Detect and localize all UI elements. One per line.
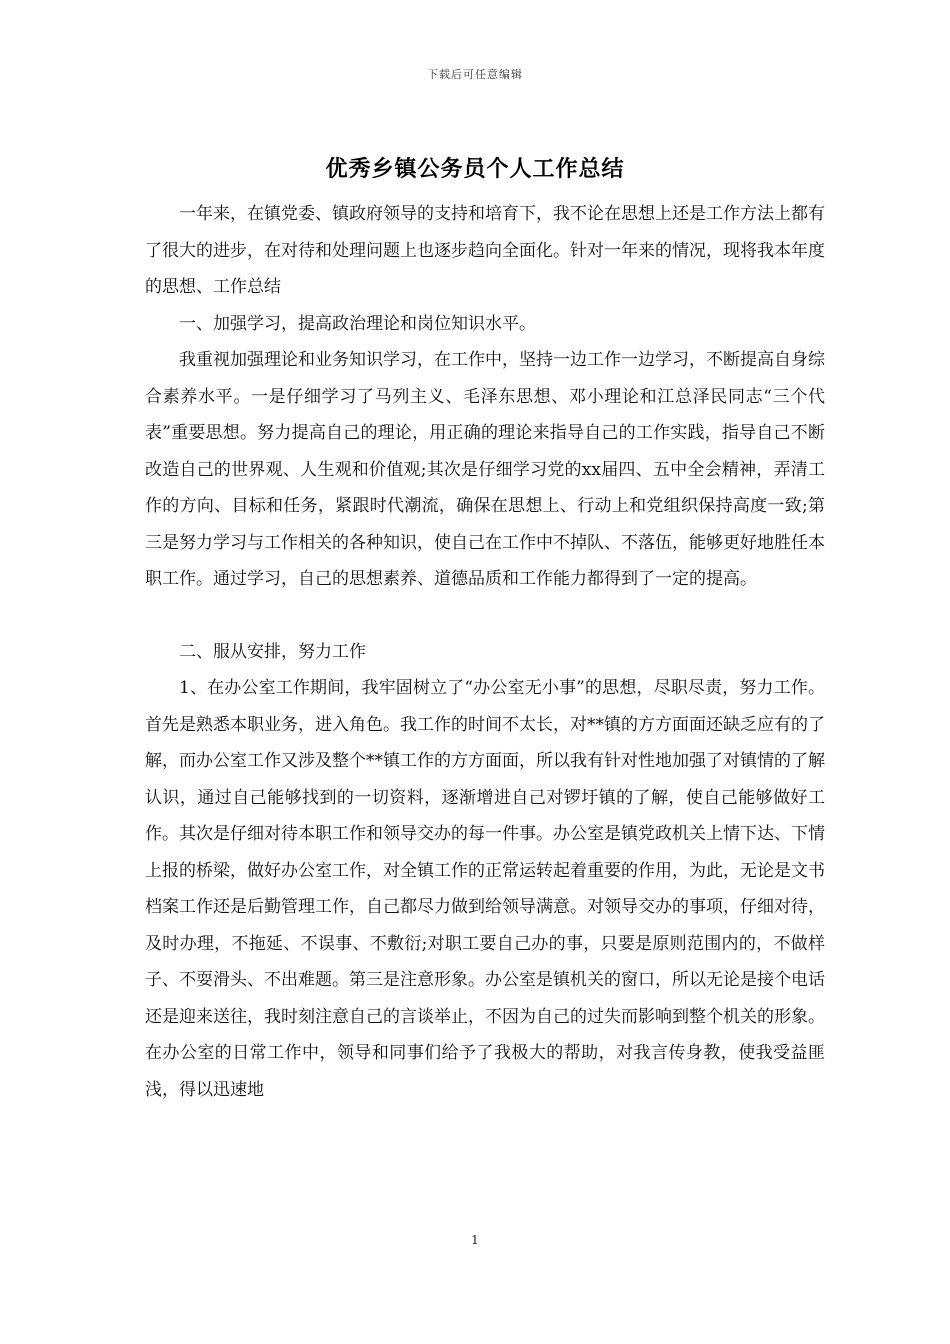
paragraph-study: 我重视加强理论和业务知识学习，在工作中，坚持一边工作一边学习，不断提高自身综合素养水平。一是仔细学习了马列主义、毛泽东思想、邓小理论和江总泽民同志“三个代表”重要思想。努力提高自己的理论，用正确的理论来指导自己的工作实践，指导自己不断改造自己的世界观、人生观和价值观;其次是仔细学习党的xx届四、五中全会精神，弄清工作的方向、目标和任务，紧跟时代潮流，确保在思想上、行动上和党组织保持高度一致;第三是努力学习与工作相关的各种知识，使自己在工作中不掉队、不落伍，能够更好地胜任本职工作。通过学习，自己的思想素养、道德品质和工作能力都得到了一定的提高。 [145, 350, 825, 589]
section-heading-1: 一、加强学习，提高政治理论和岗位知识水平。 [179, 313, 536, 334]
document-title: 优秀乡镇公务员个人工作总结 [325, 157, 625, 182]
document-body [145, 196, 825, 1108]
section-heading-2: 二、服从安排，努力工作 [179, 641, 366, 662]
header-note: 下载后可任意编辑 [427, 68, 523, 81]
page-number: 1 [471, 1233, 479, 1247]
paragraph-intro: 一年来，在镇党委、镇政府领导的支持和培育下，我不论在思想上还是工作方法上都有了很大的进步，在对待和处理问题上也逐步趋向全面化。针对一年来的情况，现将我本年度的思想、工作总结 [145, 204, 825, 297]
paragraph-office-work: 1、在办公室工作期间，我牢固树立了“办公室无小事”的思想，尽职尽责，努力工作。首先是熟悉本职业务，进入角色。我工作的时间不太长，对**镇的方方面面还缺乏应有的了解，而办公室工作又涉及整个**镇工作的方方面面，所以我有针对性地加强了对镇情的了解认识，通过自己能够找到的一切资料，逐渐增进自己对锣圩镇的了解，使自己能够做好工作。其次是仔细对待本职工作和领导交办的每一件事。办公室是镇党政机关上情下达、下情上报的桥梁，做好办公室工作，对全镇工作的正常运转起着重要的作用，为此，无论是文书档案工作还是后勤管理工作，自己都尽力做到给领导满意。对领导交办的事项，仔细对待，及时办理，不拖延、不误事、不敷衍;对职工要自己办的事，只要是原则范围内的，不做样子、不耍滑头、不出难题。第三是注意形象。办公室是镇机关的窗口，所以无论是接个电话还是迎来送往，我时刻注意自己的言谈举止，不因为自己的过失而影响到整个机关的形象。在办公室的日常工作中，领导和同事们给予了我极大的帮助，对我言传身教，使我受益匪浅，得以迅速地 [145, 678, 825, 1100]
